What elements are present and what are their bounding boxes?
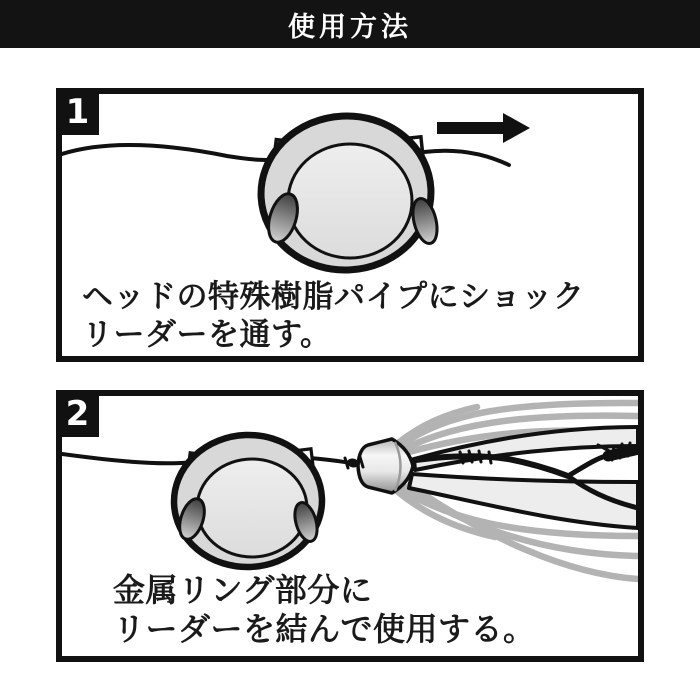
- step-1-number-badge: [56, 88, 99, 135]
- right-arrow-icon: [437, 113, 530, 143]
- step-2-number-badge: [56, 390, 99, 437]
- step-2-caption: [113, 571, 536, 649]
- leader-line-right: [424, 151, 509, 165]
- leader-line-left: [62, 454, 194, 463]
- lure-head-inner-face: [197, 459, 307, 557]
- lure-head-inner-face: [288, 144, 412, 258]
- step-1-caption-line-1: ヘッドの特殊樹脂パイプにショック: [82, 279, 585, 315]
- bell-sleeve: [358, 439, 413, 493]
- leader-line-left: [62, 145, 280, 160]
- step-1-panel: [56, 88, 644, 362]
- header-bar: [0, 0, 700, 48]
- step-2-panel: [56, 390, 644, 662]
- step-1-number: 1: [65, 91, 90, 132]
- step-1-caption-line-2: リーダーを通す。: [82, 317, 332, 353]
- step-1-caption: [82, 278, 584, 354]
- step-2-number: 2: [65, 393, 90, 434]
- page-title: 使用方法: [288, 11, 412, 43]
- step-2-caption-line-2: リーダーを結んで使用する。: [113, 610, 536, 648]
- step-2-caption-line-1: 金属リング部分に: [113, 571, 373, 609]
